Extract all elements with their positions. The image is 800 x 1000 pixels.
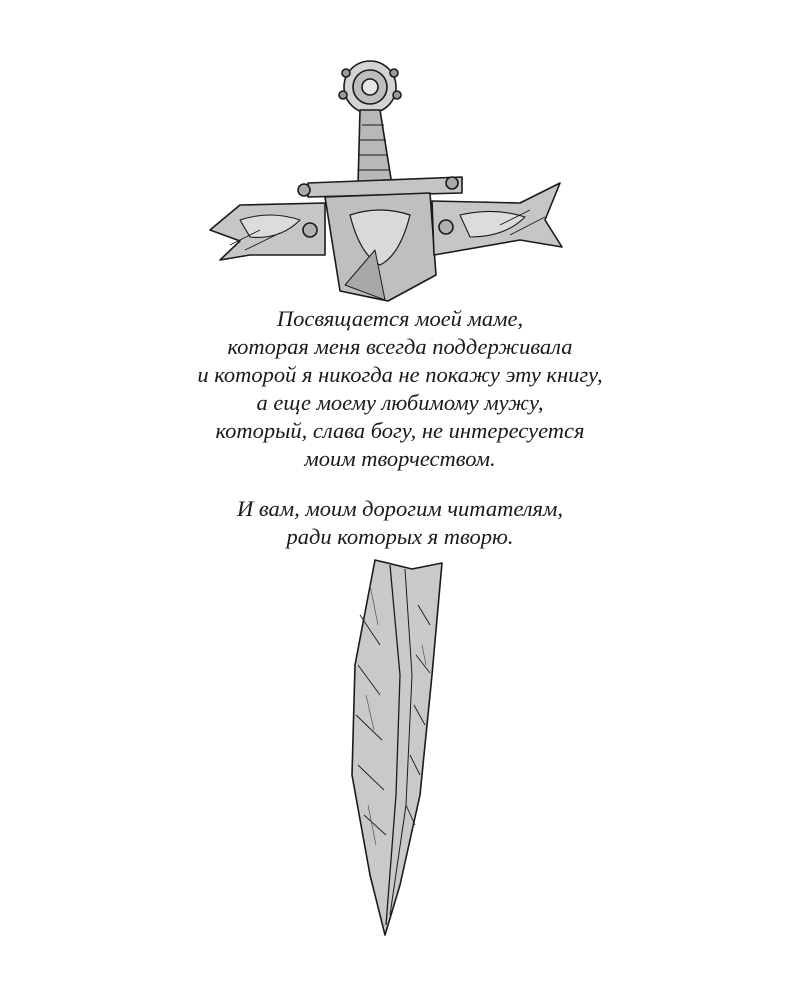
paragraph-gap [100, 473, 700, 495]
dedication-line: И вам, моим дорогим читателям, [236, 496, 564, 521]
dedication-text [100, 305, 700, 551]
dedication-line: а еще моему любимому мужу, [256, 390, 544, 415]
dedication-line: ради которых я творю. [286, 524, 514, 549]
dedication-line: моим творчеством. [304, 446, 496, 471]
dedication-line: и которой я никогда не покажу эту книгу, [197, 362, 603, 387]
dedication-line: Посвящается моей маме, [276, 306, 524, 331]
sword-blade-icon [330, 555, 470, 940]
sword-hilt-icon [200, 55, 570, 305]
dedication-line: которая меня всегда поддерживала [227, 334, 573, 359]
dedication-line: который, слава богу, не интересуется [215, 418, 585, 443]
